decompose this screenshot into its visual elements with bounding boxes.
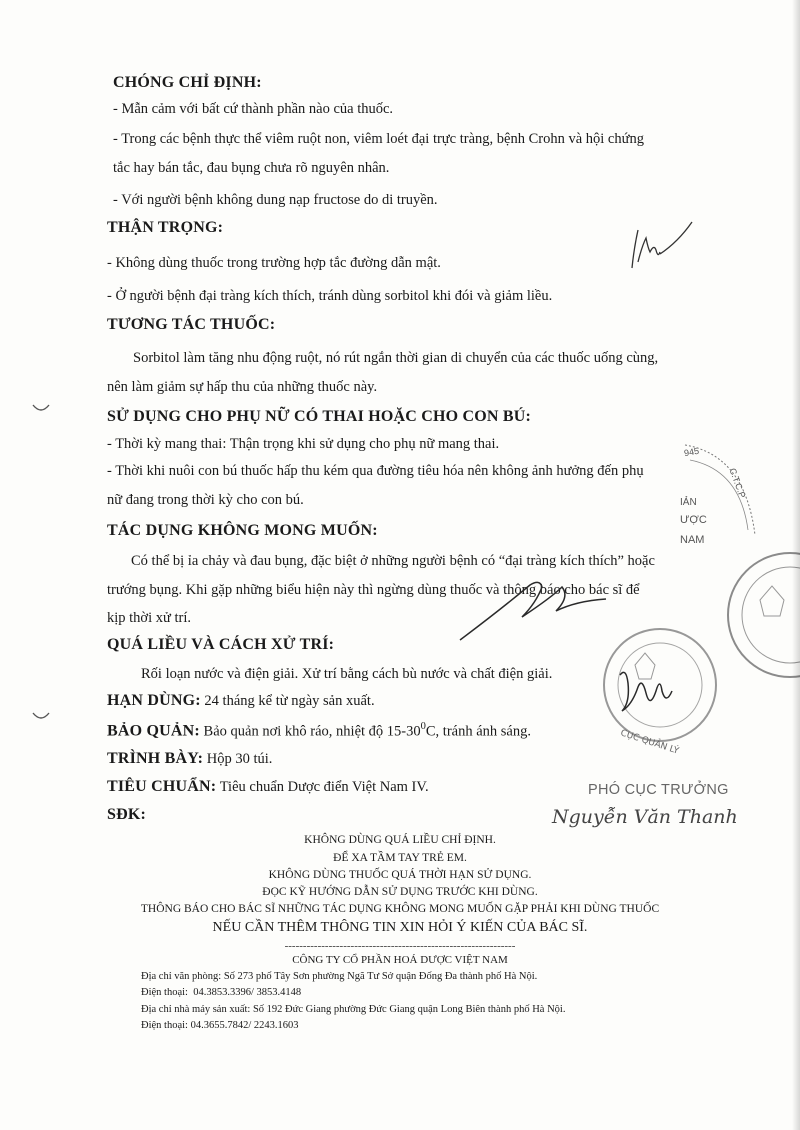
stamp-fragment-2: ƯỢC [680,514,707,526]
contraindications-line-2b: tắc hay bán tắc, đau bụng chưa rõ nguyên nhân. [113,160,390,176]
warning-3: KHÔNG DÙNG THUỐC QUÁ THỜI HẠN SỬ DỤNG. [268,869,532,881]
divider: --------------------------------------------------------------- [284,940,516,952]
warning-5: THÔNG BÁO CHO BÁC SĨ NHỮNG TÁC DỤNG KHÔNG MONG MUỐN GẶP PHẢI KHI DÙNG THUỐC [140,903,660,915]
signatory-name: Nguyễn Văn Thanh [552,806,738,828]
storage-degree: 0 [420,721,426,732]
presentation-label: TRÌNH BÀY: [107,750,204,767]
pregnancy-line-2a: - Thời khi nuôi con bú thuốc hấp thu kém qua đường tiêu hóa nên không ảnh hưởng đến phụ [107,463,644,479]
precautions-line-2: - Ở người bệnh đại tràng kích thích, tránh dùng sorbitol khi đói và giảm liều. [107,288,553,304]
precautions-line-1: - Không dùng thuốc trong trường hợp tắc đường dẫn mật. [107,255,441,271]
office-phone-label: Điện thoại: [141,987,188,998]
storage-label: BẢO QUẢN: [107,722,200,740]
precautions-heading: THẬN TRỌNG: [107,219,224,236]
office-phone: 04.3853.3396/ 3853.4148 [193,987,302,998]
pregnancy-heading: SỬ DỤNG CHO PHỤ NỮ CÓ THAI HOẶC CHO CON BÚ: [107,408,532,425]
seal-text: CỤC QUẢN LÝ [619,728,680,757]
interactions-line-2: nên làm giảm sự hấp thu của những thuốc này. [107,379,378,395]
side-effects-heading: TÁC DỤNG KHÔNG MONG MUỐN: [107,522,378,539]
shelf-life-label: HẠN DÙNG: [107,692,201,709]
stamp-fragment-3: NAM [680,534,705,546]
warning-1: KHÔNG DÙNG QUÁ LIỀU CHỈ ĐỊNH. [304,834,496,846]
signature-stroke-icon [460,582,606,640]
pregnancy-line-2b: nữ đang trong thời kỳ cho con bú. [107,492,304,508]
contraindications-heading: CHÓNG CHỈ ĐỊNH: [113,74,262,91]
stamp-border-icon [685,445,755,535]
shelf-life-value: 24 tháng kể từ ngày sản xuất. [200,693,375,709]
contraindications-line-1: - Mẫn cảm với bất cứ thành phần nào của thuốc. [113,101,394,117]
warning-6: NẾU CẦN THÊM THÔNG TIN XIN HỎI Ý KIẾN CỦA BÁC SĨ. [212,920,588,935]
initials-signature-icon [632,222,692,268]
warning-4: ĐỌC KỸ HƯỚNG DẪN SỬ DỤNG TRƯỚC KHI DÙNG. [262,886,538,898]
round-seal-icon [604,553,800,741]
punch-mark-icon [33,713,49,718]
stamp-inner-icon [690,460,748,530]
company-name: CÔNG TY CỔ PHẦN HOÁ DƯỢC VIỆT NAM [292,954,508,966]
overdose-heading: QUÁ LIỀU VÀ CÁCH XỬ TRÍ: [107,636,335,653]
standard-label: TIÊU CHUẨN: [107,778,217,795]
storage-value-end: C, tránh ánh sáng. [425,723,531,740]
side-effects-line-1: Có thể bị ỉa chảy và đau bụng, đặc biệt ở những người bệnh có “đại tràng kích thích” hoặc [131,553,655,569]
page-edge-shadow [792,0,800,1130]
registration-label: SĐK: [107,806,147,823]
signatory-title: PHÓ CỤC TRƯỞNG [588,782,729,798]
stamp-fragment-top: 945 [683,445,700,459]
punch-mark-icon [33,405,49,410]
presentation-value: Hộp 30 túi. [203,751,273,767]
office-address: Địa chỉ văn phòng: Số 273 phố Tây Sơn phường Ngã Tư Sở quận Đống Đa thành phố Hà Nội. [141,971,538,982]
contraindications-line-2a: - Trong các bệnh thực thể viêm ruột non, viêm loét đại trực tràng, bệnh Crohn và hội chứng [113,131,644,147]
stamp-fragment-1: IẢN [680,497,697,508]
contraindications-line-3: - Với người bệnh không dung nạp fructose do di truyền. [113,192,438,208]
storage-value: Bảo quản nơi khô ráo, nhiệt độ 15-30 [199,723,421,740]
standard-value: Tiêu chuẩn Dược điển Việt Nam IV. [216,779,429,795]
pregnancy-line-1: - Thời kỳ mang thai: Thận trọng khi sử dụng cho phụ nữ mang thai. [107,436,500,452]
interactions-line-1: Sorbitol làm tăng nhu động ruột, nó rút ngắn thời gian di chuyển của các thuốc uống cùng, [133,350,659,366]
interactions-heading: TƯƠNG TÁC THUỐC: [107,316,276,333]
factory-phone-label: Điện thoại: [141,1020,188,1031]
side-effects-line-3: kịp thời xử trí. [107,610,191,626]
factory-phone: 04.3655.7842/ 2243.1603 [190,1020,299,1031]
stamp-fragment-right: C.T.C.P [727,466,748,500]
signature-stroke-icon [620,672,672,711]
factory-address: Địa chỉ nhà máy sản xuất: Số 192 Đức Giang phường Đức Giang quận Long Biên thành phố Hà Nội. [141,1004,566,1015]
side-effects-line-2: trướng bụng. Khi gặp những biểu hiện này thì ngừng dùng thuốc và thông báo cho bác sĩ để [107,582,640,598]
overdose-line-1: Rối loạn nước và điện giải. Xử trí bằng cách bù nước và chất điện giải. [141,666,553,682]
warning-2: ĐỂ XA TẦM TAY TRẺ EM. [333,852,467,864]
